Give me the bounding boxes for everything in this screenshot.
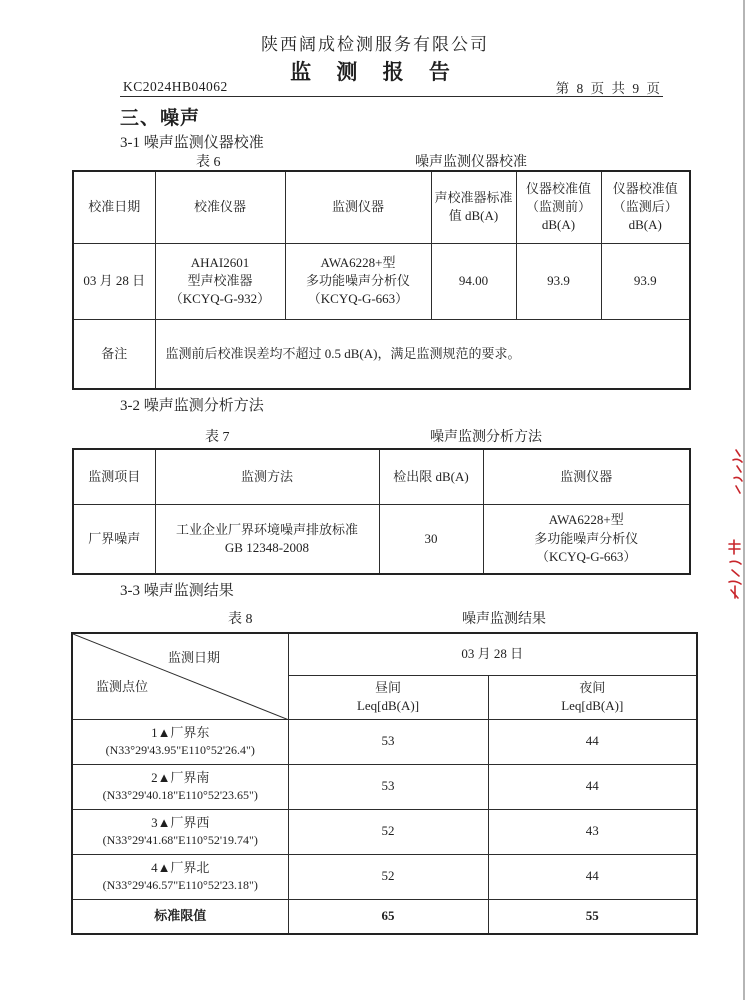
- table6-caption: 噪声监测仪器校准: [415, 155, 527, 170]
- night-header-line1: 夜间: [579, 679, 606, 695]
- diagonal-line: [73, 634, 288, 719]
- instrument-line1: AWA6228+型: [320, 254, 396, 270]
- night-value-west: 43: [488, 809, 697, 854]
- point-name: 3▲厂界西: [151, 815, 210, 830]
- table8-diagonal-header: [72, 633, 288, 719]
- point-name: 4▲厂界北: [151, 860, 210, 875]
- t7-instrument-line1: AWA6228+型: [548, 512, 624, 528]
- diagonal-label-point: 监测点位: [96, 679, 149, 694]
- table8-label: 表 8: [228, 612, 253, 627]
- table7-cell-limit: 30: [379, 504, 483, 574]
- day-value-west: 52: [288, 809, 488, 854]
- point-cell-west: [72, 809, 288, 854]
- limit-night-value: 55: [488, 899, 697, 934]
- day-header-line1: 昼间: [374, 679, 401, 695]
- table7-header-instrument: 监测仪器: [483, 449, 690, 504]
- section-3-heading: 三、噪声: [120, 108, 201, 129]
- section-3-1-heading: 3-1 噪声监测仪器校准: [120, 135, 264, 151]
- t7-instrument-line3: （KCYQ-G-663）: [536, 548, 637, 564]
- limit-day-value: 65: [288, 899, 488, 934]
- point-cell-east: [72, 719, 288, 764]
- point-coords: (N33°29'46.57"E110°52'23.18"): [102, 878, 258, 893]
- scan-edge-line: [743, 0, 745, 1000]
- table6-cell-date: 03 月 28 日: [73, 243, 155, 319]
- calibrator-line1: AHAI2601: [190, 254, 250, 270]
- table8-date-header: 03 月 28 日: [288, 633, 697, 675]
- night-value-east: 44: [488, 719, 697, 764]
- table8-caption: 噪声监测结果: [462, 612, 546, 627]
- instrument-line3: （KCYQ-G-663）: [307, 291, 409, 307]
- table7-cell-method: [155, 504, 379, 574]
- table7-header-method: 监测方法: [155, 449, 379, 504]
- table6-header-instrument: 监测仪器: [285, 171, 431, 243]
- table7-caption: 噪声监测分析方法: [430, 430, 542, 445]
- table6-header-std: 声校准器标准值 dB(A): [431, 171, 516, 243]
- table-row: [72, 719, 697, 764]
- report-title: 监 测 报 告: [290, 60, 460, 84]
- company-name: 陕西阔成检测服务有限公司: [261, 35, 489, 54]
- table6-header-pre: 仪器校准值（监测前）dB(A): [516, 171, 601, 243]
- table6-instrument-calibration: [72, 170, 691, 390]
- table7-cell-instrument: [483, 504, 690, 574]
- table6-note-text: 监测前后校准误差均不超过 0.5 dB(A)，满足监测规范的要求。: [155, 319, 690, 389]
- table-row: [72, 809, 697, 854]
- report-number: KC2024HB04062: [123, 79, 228, 94]
- table7-header-item: 监测项目: [73, 449, 155, 504]
- red-stamp-fragment-lower: [726, 538, 744, 607]
- limit-row: [72, 899, 697, 934]
- point-coords: (N33°29'43.95"E110°52'26.4"): [105, 743, 255, 758]
- table6-header-date: 校准日期: [73, 171, 155, 243]
- night-header-line2: Leq[dB(A)]: [561, 698, 624, 713]
- table6-cell-calibrator: [155, 243, 285, 319]
- table8-night-header: [488, 675, 697, 719]
- night-value-north: 44: [488, 854, 697, 899]
- point-cell-north: [72, 854, 288, 899]
- table6-cell-pre-value: 93.9: [516, 243, 601, 319]
- table6-header-post: 仪器校准值（监测后）dB(A): [601, 171, 690, 243]
- point-cell-south: [72, 764, 288, 809]
- point-name: 1▲厂界东: [151, 725, 210, 740]
- table6-cell-post-value: 93.9: [601, 243, 690, 319]
- table6-cell-std-value: 94.00: [431, 243, 516, 319]
- instrument-line2: 多功能噪声分析仪: [305, 272, 410, 288]
- page-indicator: 第 8 页 共 9 页: [555, 81, 662, 96]
- table7-cell-item: 厂界噪声: [73, 504, 155, 574]
- table7-label: 表 7: [205, 430, 230, 445]
- point-coords: (N33°29'41.68"E110°52'19.74"): [102, 833, 258, 848]
- calibrator-line2: 型声校准器: [187, 272, 253, 288]
- day-value-south: 53: [288, 764, 488, 809]
- day-header-line2: Leq[dB(A)]: [356, 698, 420, 713]
- table-row: [72, 854, 697, 899]
- section-3-2-heading: 3-2 噪声监测分析方法: [120, 398, 264, 414]
- night-value-south: 44: [488, 764, 697, 809]
- table7-header-limit: 检出限 dB(A): [379, 449, 483, 504]
- method-line1: 工业企业厂界环境噪声排放标准: [175, 521, 358, 537]
- limit-label: 标准限值: [72, 899, 288, 934]
- section-3-3-heading: 3-3 噪声监测结果: [120, 583, 234, 599]
- t7-instrument-line2: 多功能噪声分析仪: [534, 530, 639, 546]
- point-name: 2▲厂界南: [151, 770, 210, 785]
- red-stamp-fragment-upper: [730, 448, 744, 501]
- day-value-north: 52: [288, 854, 488, 899]
- day-value-east: 53: [288, 719, 488, 764]
- point-coords: (N33°29'40.18"E110°52'23.65"): [102, 788, 258, 803]
- table6-header-calibrator: 校准仪器: [155, 171, 285, 243]
- table6-label: 表 6: [196, 155, 221, 170]
- table6-note-label: 备注: [73, 319, 155, 389]
- table8-monitoring-results: [71, 632, 698, 935]
- diagonal-label-date: 监测日期: [168, 650, 221, 665]
- method-line2: GB 12348-2008: [224, 539, 310, 555]
- table7-analysis-method: [72, 448, 691, 575]
- calibrator-line3: （KCYQ-G-932）: [169, 291, 271, 307]
- header-rule: [120, 96, 663, 97]
- table6-cell-instrument: [285, 243, 431, 319]
- table8-day-header: [288, 675, 488, 719]
- table-row: [72, 764, 697, 809]
